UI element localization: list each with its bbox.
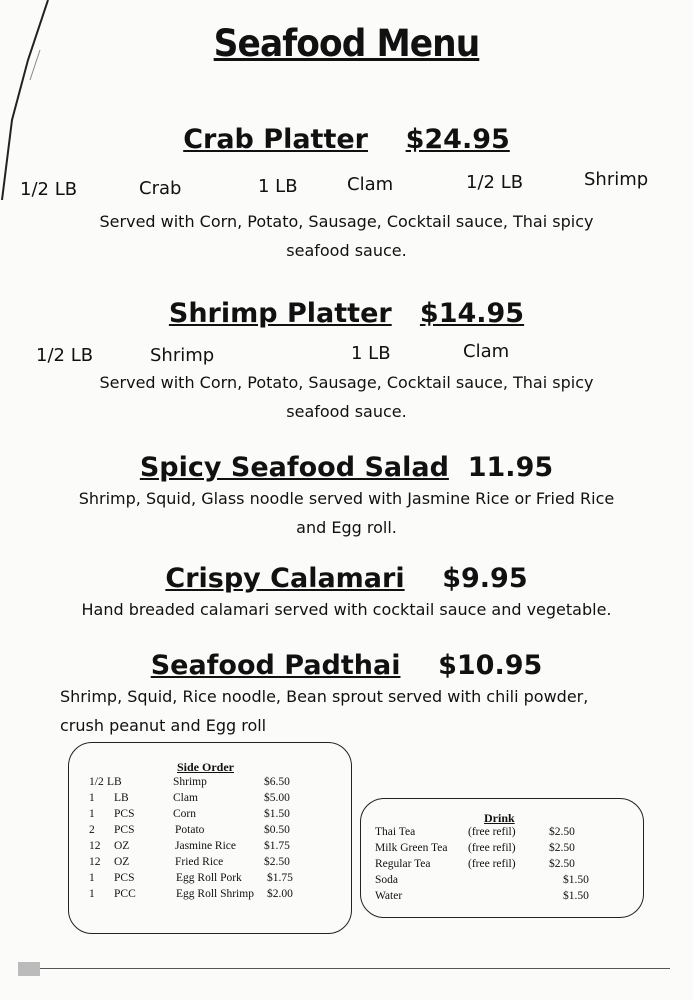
- side-order-item: Corn: [173, 808, 196, 820]
- description-line: Served with Corn, Potato, Sausage, Cocktail sauce, Thai spicy: [99, 373, 594, 392]
- crab-option-item: Clam: [347, 174, 394, 195]
- drink-note: (free refil): [468, 858, 516, 870]
- side-order-unit: OZ: [114, 856, 130, 868]
- side-order-price: $2.00: [267, 888, 293, 900]
- padthai-description: [60, 682, 588, 740]
- side-order-unit: PCS: [114, 808, 135, 820]
- description-line: and Egg roll.: [296, 518, 397, 537]
- side-order-unit: OZ: [114, 840, 130, 852]
- side-order-item: Egg Roll Pork: [176, 872, 242, 884]
- drink-item: Regular Tea: [375, 858, 431, 870]
- drink-box: [360, 798, 644, 918]
- calamari-description: [0, 595, 693, 624]
- crab-platter-heading: [0, 124, 693, 155]
- description-line: Hand breaded calamari served with cocktail sauce and vegetable.: [81, 600, 612, 619]
- calamari-price: $9.95: [442, 563, 528, 594]
- side-order-qty: 1: [89, 808, 95, 820]
- shrimp-platter-name: Shrimp Platter: [168, 298, 392, 329]
- scan-corner-mark: [18, 962, 40, 976]
- side-order-item: Shrimp: [173, 776, 207, 788]
- shrimp-platter-price: $14.95: [419, 298, 525, 329]
- menu-title: Seafood Menu: [213, 22, 480, 65]
- drink-item: Thai Tea: [375, 826, 416, 838]
- padthai-price: $10.95: [438, 650, 543, 681]
- side-order-price: $1.75: [267, 872, 293, 884]
- crab-option-qty: 1/2 LB: [20, 179, 78, 200]
- side-order-qty: 1/2: [89, 776, 104, 788]
- shrimp-option-qty: 1/2 LB: [36, 345, 94, 366]
- drink-item: Soda: [375, 874, 398, 886]
- spicy-salad-name: Spicy Seafood Salad: [139, 452, 449, 483]
- shrimp-platter-heading: [0, 298, 693, 329]
- shrimp-platter-description: [0, 368, 693, 426]
- description-line: seafood sauce.: [286, 241, 407, 260]
- drink-note: (free refil): [468, 826, 516, 838]
- side-order-item: Clam: [173, 792, 198, 804]
- page-bottom-rule: [30, 968, 670, 969]
- shrimp-option-item: Shrimp: [150, 345, 215, 366]
- side-order-price: $1.75: [264, 840, 290, 852]
- side-order-unit: PCC: [114, 888, 136, 900]
- side-order-unit: LB: [107, 776, 122, 788]
- drink-heading: Drink: [484, 811, 515, 825]
- side-order-heading: Side Order: [177, 760, 234, 774]
- side-order-price: $2.50: [264, 856, 290, 868]
- side-order-item: Jasmine Rice: [175, 840, 236, 852]
- side-order-price: $5.00: [264, 792, 290, 804]
- drink-price: $2.50: [549, 858, 575, 870]
- description-line: Served with Corn, Potato, Sausage, Cocktail sauce, Thai spicy: [99, 212, 594, 231]
- side-order-unit: PCS: [114, 872, 135, 884]
- spicy-salad-heading: [0, 452, 693, 483]
- crab-option-item: Crab: [139, 178, 182, 199]
- padthai-heading: [0, 650, 693, 681]
- crab-option-item: Shrimp: [584, 169, 649, 190]
- drink-price: $1.50: [563, 890, 589, 902]
- crab-platter-description: [0, 207, 693, 265]
- drink-note: (free refil): [468, 842, 516, 854]
- description-line: crush peanut and Egg roll: [60, 716, 267, 735]
- side-order-price: $1.50: [264, 808, 290, 820]
- crab-option-qty: 1/2 LB: [466, 172, 524, 193]
- side-order-item: Potato: [175, 824, 205, 836]
- calamari-name: Crispy Calamari: [165, 563, 405, 594]
- side-order-unit: PCS: [114, 824, 135, 836]
- side-order-qty: 12: [89, 856, 101, 868]
- drink-item: Water: [375, 890, 403, 902]
- calamari-heading: [0, 563, 693, 594]
- drink-item: Milk Green Tea: [375, 842, 448, 854]
- crab-option-qty: 1 LB: [258, 176, 298, 197]
- drink-price: $1.50: [563, 874, 589, 886]
- side-order-qty: 12: [89, 840, 101, 852]
- side-order-qty: 1: [89, 792, 95, 804]
- drink-price: $2.50: [549, 826, 575, 838]
- side-order-unit: LB: [114, 792, 129, 804]
- side-order-box: [68, 742, 352, 934]
- side-order-qty: 2: [89, 824, 95, 836]
- description-line: seafood sauce.: [286, 402, 407, 421]
- side-order-price: $0.50: [264, 824, 290, 836]
- shrimp-option-item: Clam: [463, 341, 510, 362]
- side-order-price: $6.50: [264, 776, 290, 788]
- spicy-salad-description: [0, 484, 693, 542]
- drink-price: $2.50: [549, 842, 575, 854]
- spicy-salad-price: 11.95: [467, 452, 554, 483]
- crab-platter-name: Crab Platter: [183, 124, 368, 155]
- side-order-item: Fried Rice: [175, 856, 224, 868]
- description-line: Shrimp, Squid, Glass noodle served with Jasmine Rice or Fried Rice: [78, 489, 615, 508]
- side-order-qty: 1: [89, 872, 95, 884]
- crab-platter-price: $24.95: [405, 124, 510, 155]
- description-line: Shrimp, Squid, Rice noodle, Bean sprout served with chili powder,: [60, 687, 589, 706]
- padthai-name: Seafood Padthai: [150, 650, 401, 681]
- side-order-qty: 1: [89, 888, 95, 900]
- side-order-item: Egg Roll Shrimp: [176, 888, 254, 900]
- shrimp-option-qty: 1 LB: [351, 343, 391, 364]
